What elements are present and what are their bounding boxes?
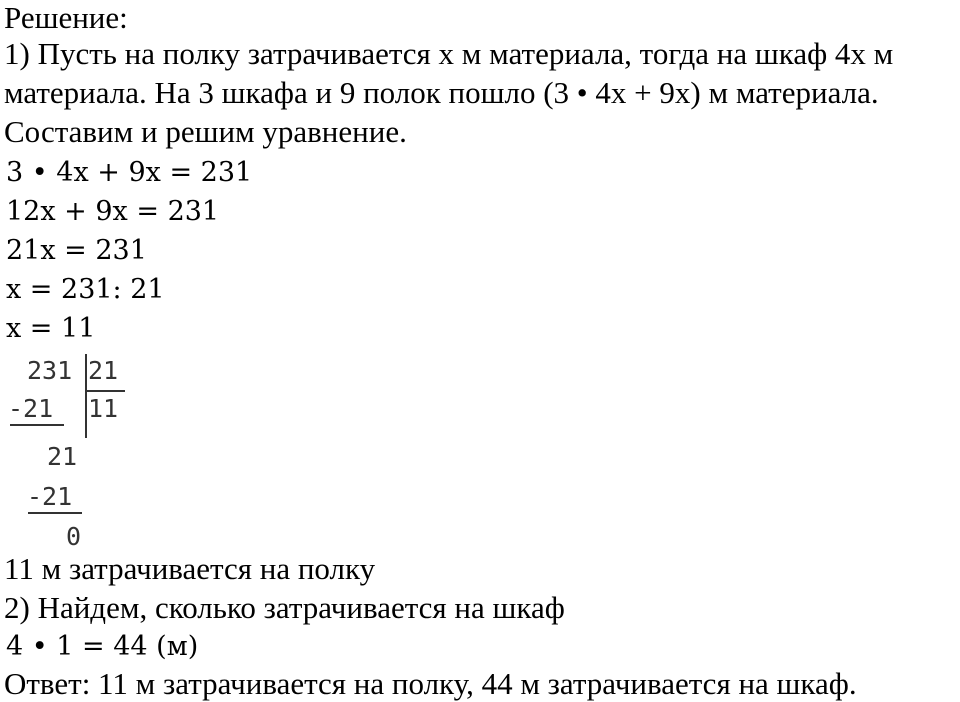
problem-text-line-1: 1) Пусть на полку затрачивается x м материала, тогда на шкаф 4x м bbox=[4, 36, 894, 71]
problem-text-line-2: материала. На 3 шкафа и 9 полок пошло (3 • 4x + 9x) м материала. bbox=[4, 75, 879, 110]
equation-line-2: 12x + 9x = 231 bbox=[6, 196, 220, 227]
equation-line-4: x = 231: 21 bbox=[6, 274, 165, 305]
equation-line-1: 3 • 4x + 9x = 231 bbox=[6, 157, 253, 188]
division-subtract-1: -21 bbox=[8, 394, 54, 423]
part2-equation: 4 • 1 = 44 (м) bbox=[6, 631, 199, 662]
division-quotient-bar bbox=[85, 390, 125, 392]
answer-line: Ответ: 11 м затрачивается на полку, 44 м затрачивается на шкаф. bbox=[4, 666, 857, 701]
division-quotient: 11 bbox=[88, 394, 119, 423]
division-dividend: 231 bbox=[27, 356, 73, 385]
problem-text-line-3: Составим и решим уравнение. bbox=[4, 114, 407, 149]
division-remainder-1: 21 bbox=[47, 442, 78, 471]
long-division bbox=[0, 352, 140, 552]
equation-line-3: 21x = 231 bbox=[6, 235, 147, 266]
division-vertical-bar bbox=[85, 354, 87, 438]
division-subtract-2: -21 bbox=[27, 482, 73, 511]
result-line-1: 11 м затрачивается на полку bbox=[4, 551, 376, 586]
solution-heading: Решение: bbox=[4, 0, 128, 35]
division-underline-2 bbox=[28, 512, 82, 514]
division-underline-1 bbox=[10, 424, 64, 426]
division-final-remainder: 0 bbox=[66, 522, 82, 551]
equation-line-5: x = 11 bbox=[6, 313, 96, 344]
division-divisor: 21 bbox=[88, 356, 119, 385]
part2-heading: 2) Найдем, сколько затрачивается на шкаф bbox=[4, 590, 565, 625]
